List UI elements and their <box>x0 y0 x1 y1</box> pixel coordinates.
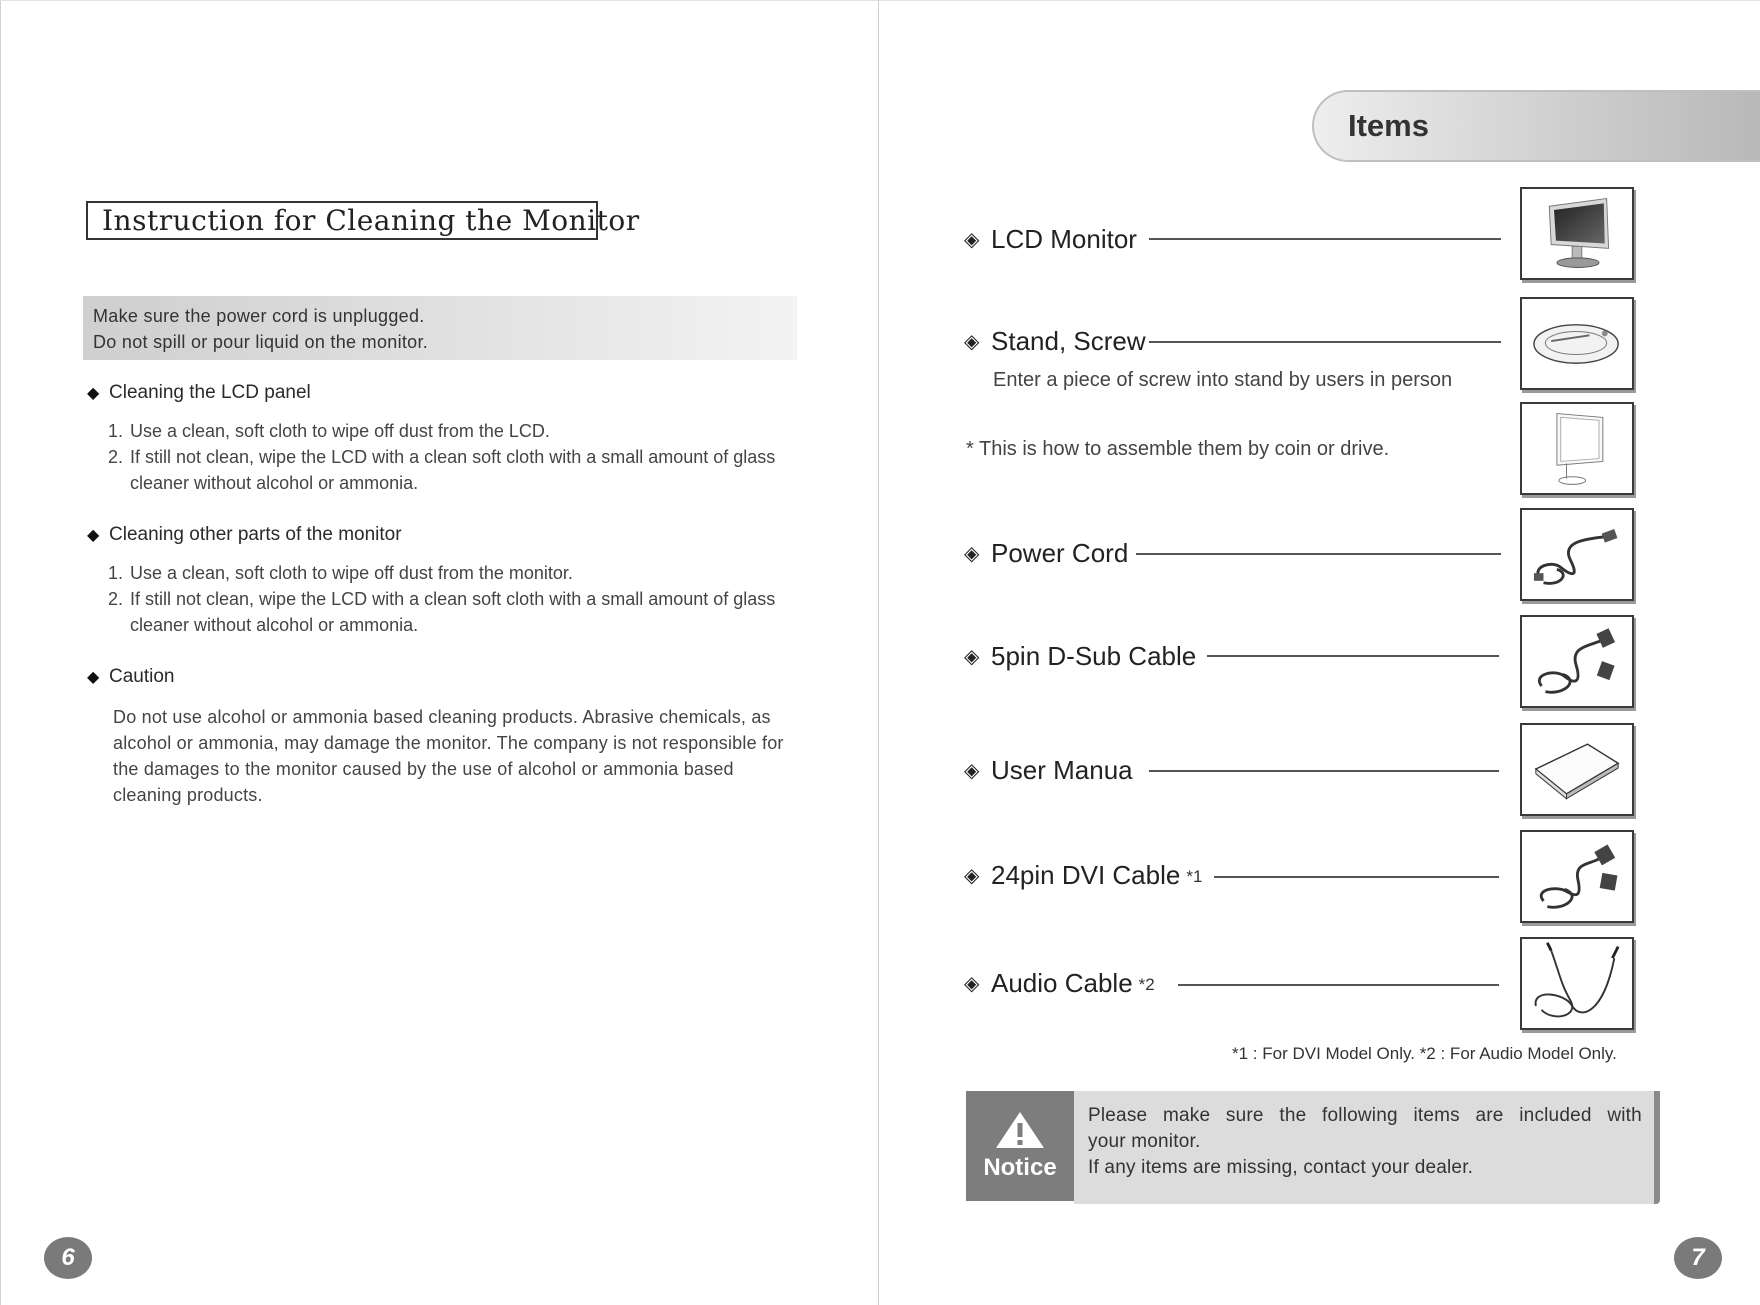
notice-word: are <box>1475 1105 1504 1126</box>
cleaning-lcd-steps <box>108 418 808 496</box>
assemble-note-text: This is how to assemble them by coin or drive. <box>978 438 1390 460</box>
notice-label-block <box>966 1091 1074 1201</box>
item-name: LCD Monitor <box>991 223 1137 254</box>
caution-paragraph: Do not use alcohol or ammonia based cleaning products. Abrasive chemicals, as alcohol or ammonia, may damage the monitor. The company is not responsible for the damages to the monitor caused by the use of alcohol or ammonia based cleaning products. <box>113 707 784 805</box>
asterisk-mark: * <box>966 438 979 460</box>
warning-triangle-icon <box>994 1110 1046 1150</box>
list-item <box>108 418 808 444</box>
assemble-note <box>966 438 1389 461</box>
notice-word: with <box>1607 1105 1642 1126</box>
diamond-bullet-icon: ◈ <box>964 972 980 995</box>
dvi-cable-image <box>1520 830 1634 923</box>
leader-line <box>1207 655 1499 657</box>
notice-word: the <box>1279 1105 1307 1126</box>
user-manual-image <box>1520 723 1634 816</box>
notice-word: following <box>1322 1105 1398 1126</box>
items-title: Items <box>1348 108 1429 143</box>
leader-line <box>1178 984 1499 986</box>
item-row-lcd-monitor <box>964 223 1137 255</box>
page-edge <box>0 0 1 1305</box>
page-edge-top <box>0 0 1760 1</box>
section-heading-text: Caution <box>109 666 175 687</box>
item-footnote-marker: *1 <box>1186 867 1203 886</box>
section-heading-text: Cleaning the LCD panel <box>109 382 311 403</box>
notice-line: your monitor. <box>1088 1131 1201 1152</box>
leader-line <box>1149 238 1501 240</box>
item-name: User Manua <box>991 754 1133 785</box>
items-header-tab <box>1312 90 1760 162</box>
leader-line <box>1214 876 1499 878</box>
list-text: If still not clean, wipe the LCD with a clean soft cloth with a small amount of glass cleaner without alcohol or ammonia. <box>130 447 776 493</box>
section-heading <box>87 665 175 689</box>
notice-line: If any items are missing, contact your dealer. <box>1088 1157 1474 1178</box>
page-number: 7 <box>1674 1237 1722 1279</box>
section-heading-text: Cleaning other parts of the monitor <box>109 524 402 545</box>
cleaning-title: Instruction for Cleaning the Monitor <box>86 201 598 240</box>
notice-word: make <box>1162 1105 1211 1126</box>
diamond-bullet-icon: ◈ <box>964 864 980 887</box>
item-row-dvi-cable <box>964 859 1202 891</box>
diamond-bullet-icon: ◈ <box>964 759 980 782</box>
lcd-monitor-image <box>1520 187 1634 280</box>
item-row-dsub-cable <box>964 640 1196 672</box>
item-row-power-cord <box>964 537 1128 569</box>
leader-line <box>1149 770 1499 772</box>
section-heading <box>87 381 311 405</box>
list-item <box>108 560 808 586</box>
item-footnote-marker: *2 <box>1138 975 1155 994</box>
item-row-user-manual <box>964 754 1133 786</box>
item-name: 5pin D-Sub Cable <box>991 640 1197 671</box>
notice-word: sure <box>1225 1105 1264 1126</box>
notice-word: Please <box>1088 1105 1148 1126</box>
stand-screw-image <box>1520 297 1634 390</box>
page-number: 6 <box>44 1237 92 1279</box>
item-name: 24pin DVI Cable <box>991 859 1181 890</box>
monitor-assembly-image <box>1520 402 1634 495</box>
notice-word: items <box>1413 1105 1460 1126</box>
list-number: 2. <box>108 447 124 467</box>
list-number: 2. <box>108 589 124 609</box>
dsub-cable-image <box>1520 615 1634 708</box>
leader-line <box>1136 553 1501 555</box>
warning-line: Make sure the power cord is unplugged. <box>93 306 425 326</box>
list-text: If still not clean, wipe the LCD with a clean soft cloth with a small amount of glass cleaner without alcohol or ammonia. <box>130 589 776 635</box>
item-name: Stand, Screw <box>991 325 1146 356</box>
item-row-audio-cable <box>964 967 1155 999</box>
book-spine <box>878 0 879 1305</box>
diamond-bullet-icon: ◆ <box>87 669 100 686</box>
item-name: Power Cord <box>991 537 1129 568</box>
diamond-bullet-icon: ◈ <box>964 645 980 668</box>
warning-line: Do not spill or pour liquid on the monitor. <box>93 332 429 352</box>
notice-word: included <box>1519 1105 1592 1126</box>
diamond-bullet-icon: ◆ <box>87 385 100 402</box>
section-heading <box>87 523 402 547</box>
notice-label: Notice <box>983 1154 1057 1181</box>
leader-line <box>1149 341 1501 343</box>
list-item <box>108 586 808 638</box>
diamond-bullet-icon: ◈ <box>964 542 980 565</box>
audio-cable-image <box>1520 937 1634 1030</box>
model-footnote: *1 : For DVI Model Only. *2 : For Audio Model Only. <box>1232 1044 1617 1063</box>
stand-note: Enter a piece of screw into stand by users in person <box>993 369 1453 391</box>
notice-box <box>1074 1091 1660 1204</box>
list-number: 1. <box>108 563 124 583</box>
diamond-bullet-icon: ◈ <box>964 228 980 251</box>
item-row-stand-screw <box>964 325 1146 357</box>
list-number: 1. <box>108 421 124 441</box>
power-cord-image <box>1520 508 1634 601</box>
item-name: Audio Cable <box>991 967 1133 998</box>
unplug-warning-box <box>83 296 797 360</box>
cleaning-other-steps <box>108 560 808 638</box>
diamond-bullet-icon: ◈ <box>964 330 980 353</box>
notice-line <box>1088 1103 1642 1129</box>
list-item <box>108 444 808 496</box>
diamond-bullet-icon: ◆ <box>87 527 100 544</box>
list-text: Use a clean, soft cloth to wipe off dust from the monitor. <box>130 563 573 583</box>
list-text: Use a clean, soft cloth to wipe off dust from the LCD. <box>130 421 550 441</box>
